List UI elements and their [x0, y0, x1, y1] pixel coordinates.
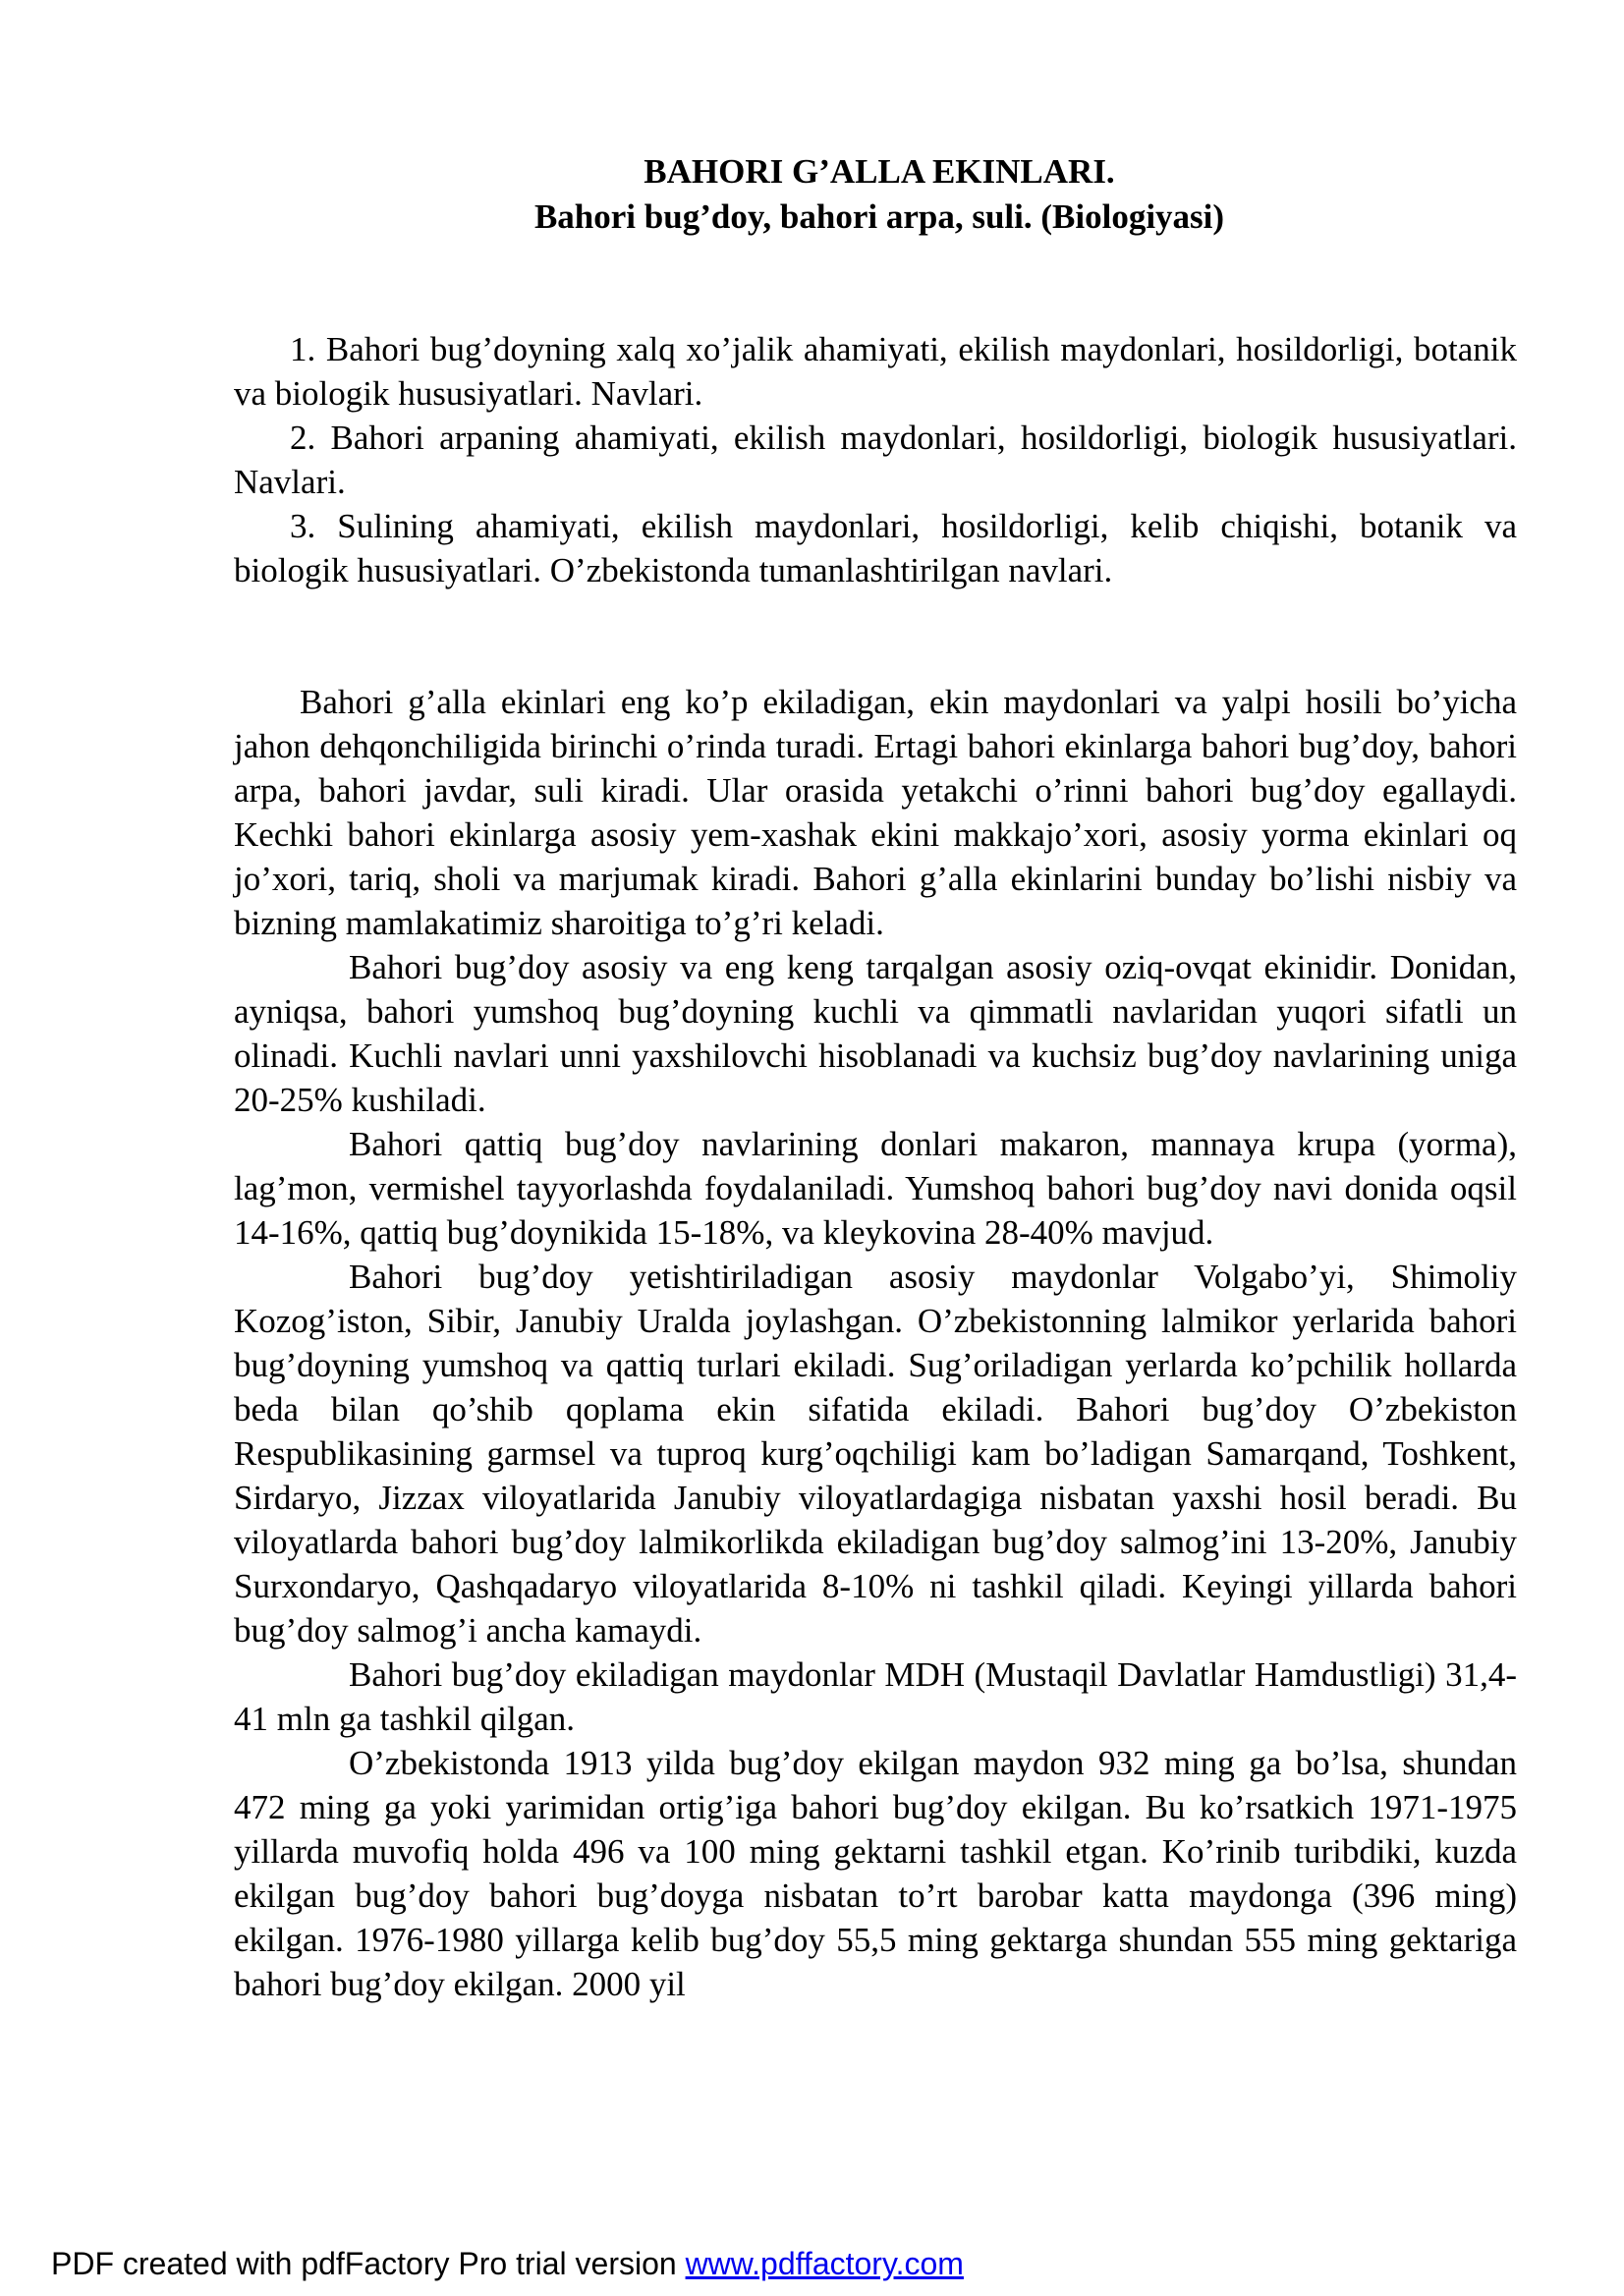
body-paragraph: Bahori bug’doy asosiy va eng keng tarqalgan asosiy oziq-ovqat ekinidir. Donidan, ayniqsa, bahori yumshoq bug’doyning kuchli va qimmatli navlaridan yuqori sifatli un olinadi. Kuchli navlari unni yaxshilovchi hisoblanadi va kuchsiz bug’doy navlarining uniga 20-25% kushiladi.	[234, 948, 1517, 1119]
body-paragraph: O’zbekistonda 1913 yilda bug’doy ekilgan maydon 932 ming ga bo’lsa, shundan 472 ming ga yoki yarimidan ortig’iga bahori bug’doy ekilgan. Bu ko’rsatkich 1971-1975 yillarda muvofiq holda 496 va 100 ming gektarni tashkil etgan. Ko’rinib turibdiki, kuzda ekilgan bug’doy bahori bug’doyga nisbatan to’rt barobar katta maydonga (396 ming) ekilgan. 1976-1980 yillarga kelib bug’doy 55,5 ming gektarga shundan 555 ming gektariga bahori bug’doy ekilgan. 2000 yil	[234, 1744, 1517, 2003]
body-paragraph: Bahori qattiq bug’doy navlarining donlari makaron, mannaya krupa (yorma), lag’mon, vermishel tayyorlashda foydalaniladi. Yumshoq bahori bug’doy navi donida oqsil 14-16%, qattiq bug’doynikida 15-18%, va kleykovina 28-40% mavjud.	[234, 1125, 1517, 1252]
outline-item: 3. Sulining ahamiyati, ekilish maydonlari, hosildorligi, kelib chiqishi, botanik va biologik hususiyatlari. O’zbekistonda tumanlashtirilgan navlari.	[234, 507, 1517, 589]
document-heading	[0, 149, 1624, 240]
footer-text: PDF created with pdfFactory Pro trial version	[51, 2246, 686, 2281]
footer-link[interactable]: www.pdffactory.com	[685, 2246, 964, 2281]
pdf-footer	[51, 2246, 964, 2281]
body-paragraph: Bahori bug’doy yetishtiriladigan asosiy maydonlar Volgabo’yi, Shimoliy Kozog’iston, Sibir, Janubiy Uralda joylashgan. O’zbekistonning lalmikor yerlarida bahori bug’doyning yumshoq va qattiq turlari ekiladi. Sug’oriladigan yerlarda ko’pchilik hollarda beda bilan qo’shib qoplama ekin sifatida ekiladi. Bahori bug’doy O’zbekiston Respublikasining garmsel va tuproq kurg’oqchiligi kam bo’ladigan Samarqand, Toshkent, Sirdaryo, Jizzax viloyatlarida Janubiy viloyatlardagiga nisbatan yaxshi hosil beradi. Bu viloyatlarda bahori bug’doy lalmikorlikda ekiladigan bug’doy salmog’ini 13-20%, Janubiy Surxondaryo, Qashqadaryo viloyatlarida 8-10% ni tashkil qiladi. Keyingi yillarda bahori bug’doy salmog’i ancha kamaydi.	[234, 1258, 1517, 1650]
page-subtitle: Bahori bug’doy, bahori arpa, suli. (Biologiyasi)	[533, 197, 1225, 236]
document-body	[234, 680, 1517, 2006]
topic-outline	[234, 327, 1517, 592]
body-paragraph: Bahori bug’doy ekiladigan maydonlar MDH (Mustaqil Davlatlar Hamdustligi) 31,4-41 mln ga tashkil qilgan.	[234, 1655, 1517, 1738]
page-title: BAHORI G’ALLA EKINLARI.	[644, 152, 1115, 191]
body-paragraph: Bahori g’alla ekinlari eng ko’p ekiladigan, ekin maydonlari va yalpi hosili bo’yicha jahon dehqonchiligida birinchi o’rinda turadi. Ertagi bahori ekinlarga bahori bug’doy, bahori arpa, bahori javdar, suli kiradi. Ular orasida yetakchi o’rinni bahori bug’doy egallaydi. Kechki bahori ekinlarga asosiy yem-xashak ekini makkajo’xori, asosiy yorma ekinlari oq jo’xori, tariq, sholi va marjumak kiradi. Bahori g’alla ekinlarini bunday bo’lishi nisbiy va bizning mamlakatimiz sharoitiga to’g’ri keladi.	[234, 683, 1517, 942]
outline-item: 2. Bahori arpaning ahamiyati, ekilish maydonlari, hosildorligi, biologik hususiyatlari. Navlari.	[234, 419, 1517, 501]
outline-item: 1. Bahori bug’doyning xalq xo’jalik ahamiyati, ekilish maydonlari, hosildorligi, botanik va biologik hususiyatlari. Navlari.	[234, 330, 1517, 413]
